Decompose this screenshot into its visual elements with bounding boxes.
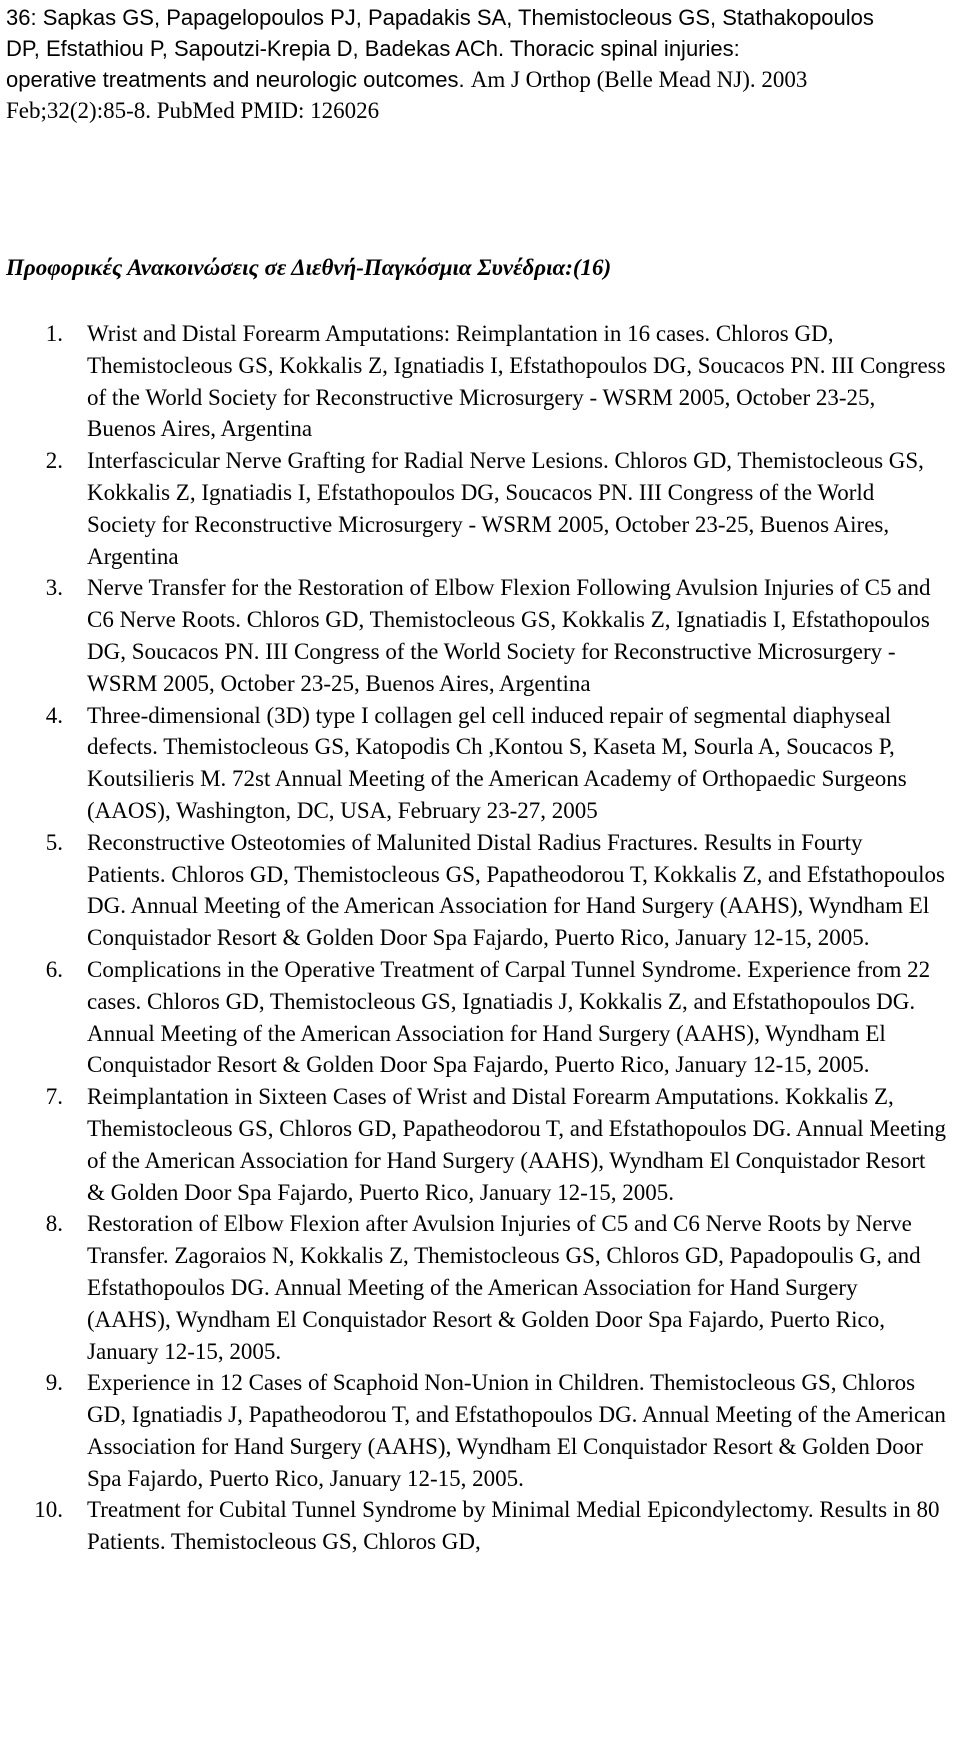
reference-number: 8. — [45, 1211, 63, 1237]
reference-text: Reimplantation in Sixteen Cases of Wrist and Distal Forearm Amputations. Kokkalis Z, Themistocleous GS, Chloros GD, Papatheodorou T, and Efstathopoulos DG. Annual Meeting of the American Association for Hand Surgery (AAHS), Wyndham El Conquistador Resort & Golden Door Spa Fajardo, Puerto Rico, January 12-15, 2005. — [87, 1084, 946, 1205]
reference-item — [0, 572, 952, 699]
top-reference-journal: Am J Orthop (Belle Mead NJ). 2003 Feb;32(2):85-8. PubMed PMID: 126026 — [6, 67, 808, 123]
reference-item — [0, 1081, 952, 1208]
reference-item — [0, 827, 952, 954]
reference-item — [0, 954, 952, 1081]
reference-text: Wrist and Distal Forearm Amputations: Reimplantation in 16 cases. Chloros GD, Themistocleous GS, Kokkalis Z, Ignatiadis I, Efstathopoulos DG, Soucacos PN. III Congress of the World Society for Reconstructive Microsurgery - WSRM 2005, October 23-25, Buenos Aires, Argentina — [87, 321, 946, 442]
reference-text: Nerve Transfer for the Restoration of Elbow Flexion Following Avulsion Injuries of C5 and C6 Nerve Roots. Chloros GD, Themistocleous GS, Kokkalis Z, Ignatiadis I, Efstathopoulos DG, Soucacos PN. III Congress of the World Society for Reconstructive Microsurgery - WSRM 2005, October 23-25, Buenos Aires, Argentina — [87, 575, 931, 696]
reference-text: Restoration of Elbow Flexion after Avulsion Injuries of C5 and C6 Nerve Roots by Nerve Transfer. Zagoraios N, Kokkalis Z, Themistocleous GS, Chloros GD, Papadopoulis G, and Efstathopoulos DG. Annual Meeting of the American Association for Hand Surgery (AAHS), Wyndham El Conquistador Resort & Golden Door Spa Fajardo, Puerto Rico, January 12-15, 2005. — [87, 1211, 921, 1364]
reference-number: 3. — [45, 575, 63, 601]
reference-text: Three-dimensional (3D) type I collagen gel cell induced repair of segmental diaphyseal defects. Themistocleous GS, Katopodis Ch ,Kontou S, Kaseta M, Sourla A, Soucacos P, Koutsilieris M. 72st Annual Meeting of the American Academy of Orthopaedic Surgeons (AAOS), Washington, DC, USA, February 23-27, 2005 — [87, 702, 907, 823]
reference-number: 10. — [34, 1497, 63, 1523]
section-heading: Προφορικές Ανακοινώσεις σε Διεθνή-Παγκόσμια Συνέδρια:(16) — [6, 255, 612, 280]
reference-item — [0, 1208, 952, 1367]
reference-text: Experience in 12 Cases of Scaphoid Non-Union in Children. Themistocleous GS, Chloros GD, Ignatiadis J, Papatheodorou T, and Efstathopoulos DG. Annual Meeting of the American Association for Hand Surgery (AAHS), Wyndham El Conquistador Resort & Golden Door Spa Fajardo, Puerto Rico, January 12-15, 2005. — [87, 1370, 946, 1491]
reference-item — [0, 1367, 952, 1494]
top-reference-text: 36: Sapkas GS, Papagelopoulos PJ, Papadakis SA, Themistocleous GS, Stathakopoulos DP, Efstathiou P, Sapoutzi-Krepia D, Badekas ACh. Thoracic spinal injuries: operative treatments and neurologic outcomes. — [6, 5, 874, 92]
reference-list — [0, 318, 952, 1558]
reference-text: Treatment for Cubital Tunnel Syndrome by Minimal Medial Epicondylectomy. Results in 80 Patients. Themistocleous GS, Chloros GD, — [87, 1497, 940, 1555]
reference-number: 9. — [45, 1370, 63, 1396]
reference-number: 4. — [45, 702, 63, 728]
reference-item — [0, 700, 952, 827]
reference-text: Complications in the Operative Treatment of Carpal Tunnel Syndrome. Experience from 22 cases. Chloros GD, Themistocleous GS, Ignatiadis J, Kokkalis Z, and Efstathopoulos DG. Annual Meeting of the American Association for Hand Surgery (AAHS), Wyndham El Conquistador Resort & Golden Door Spa Fajardo, Puerto Rico, January 12-15, 2005. — [87, 956, 931, 1078]
reference-number: 1. — [45, 321, 63, 346]
reference-item — [0, 1494, 952, 1558]
reference-text: Interfascicular Nerve Grafting for Radial Nerve Lesions. Chloros GD, Themistocleous GS, Kokkalis Z, Ignatiadis I, Efstathopoulos DG, Soucacos PN. III Congress of the World Society for Reconstructive Microsurgery - WSRM 2005, October 23-25, Buenos Aires, Argentina — [87, 448, 924, 569]
reference-item — [0, 445, 952, 572]
reference-number: 6. — [45, 956, 63, 982]
reference-number: 5. — [45, 829, 63, 855]
reference-number: 7. — [45, 1084, 63, 1110]
reference-text: Reconstructive Osteotomies of Malunited Distal Radius Fractures. Results in Fourty Patients. Chloros GD, Themistocleous GS, Papatheodorou T, Kokkalis Z, and Efstathopoulos DG. Annual Meeting of the American Association for Hand Surgery (AAHS), Wyndham El Conquistador Resort & Golden Door Spa Fajardo, Puerto Rico, January 12-15, 2005. — [87, 829, 945, 951]
top-reference — [6, 2, 946, 126]
reference-number: 2. — [45, 448, 63, 474]
reference-item — [0, 318, 952, 445]
